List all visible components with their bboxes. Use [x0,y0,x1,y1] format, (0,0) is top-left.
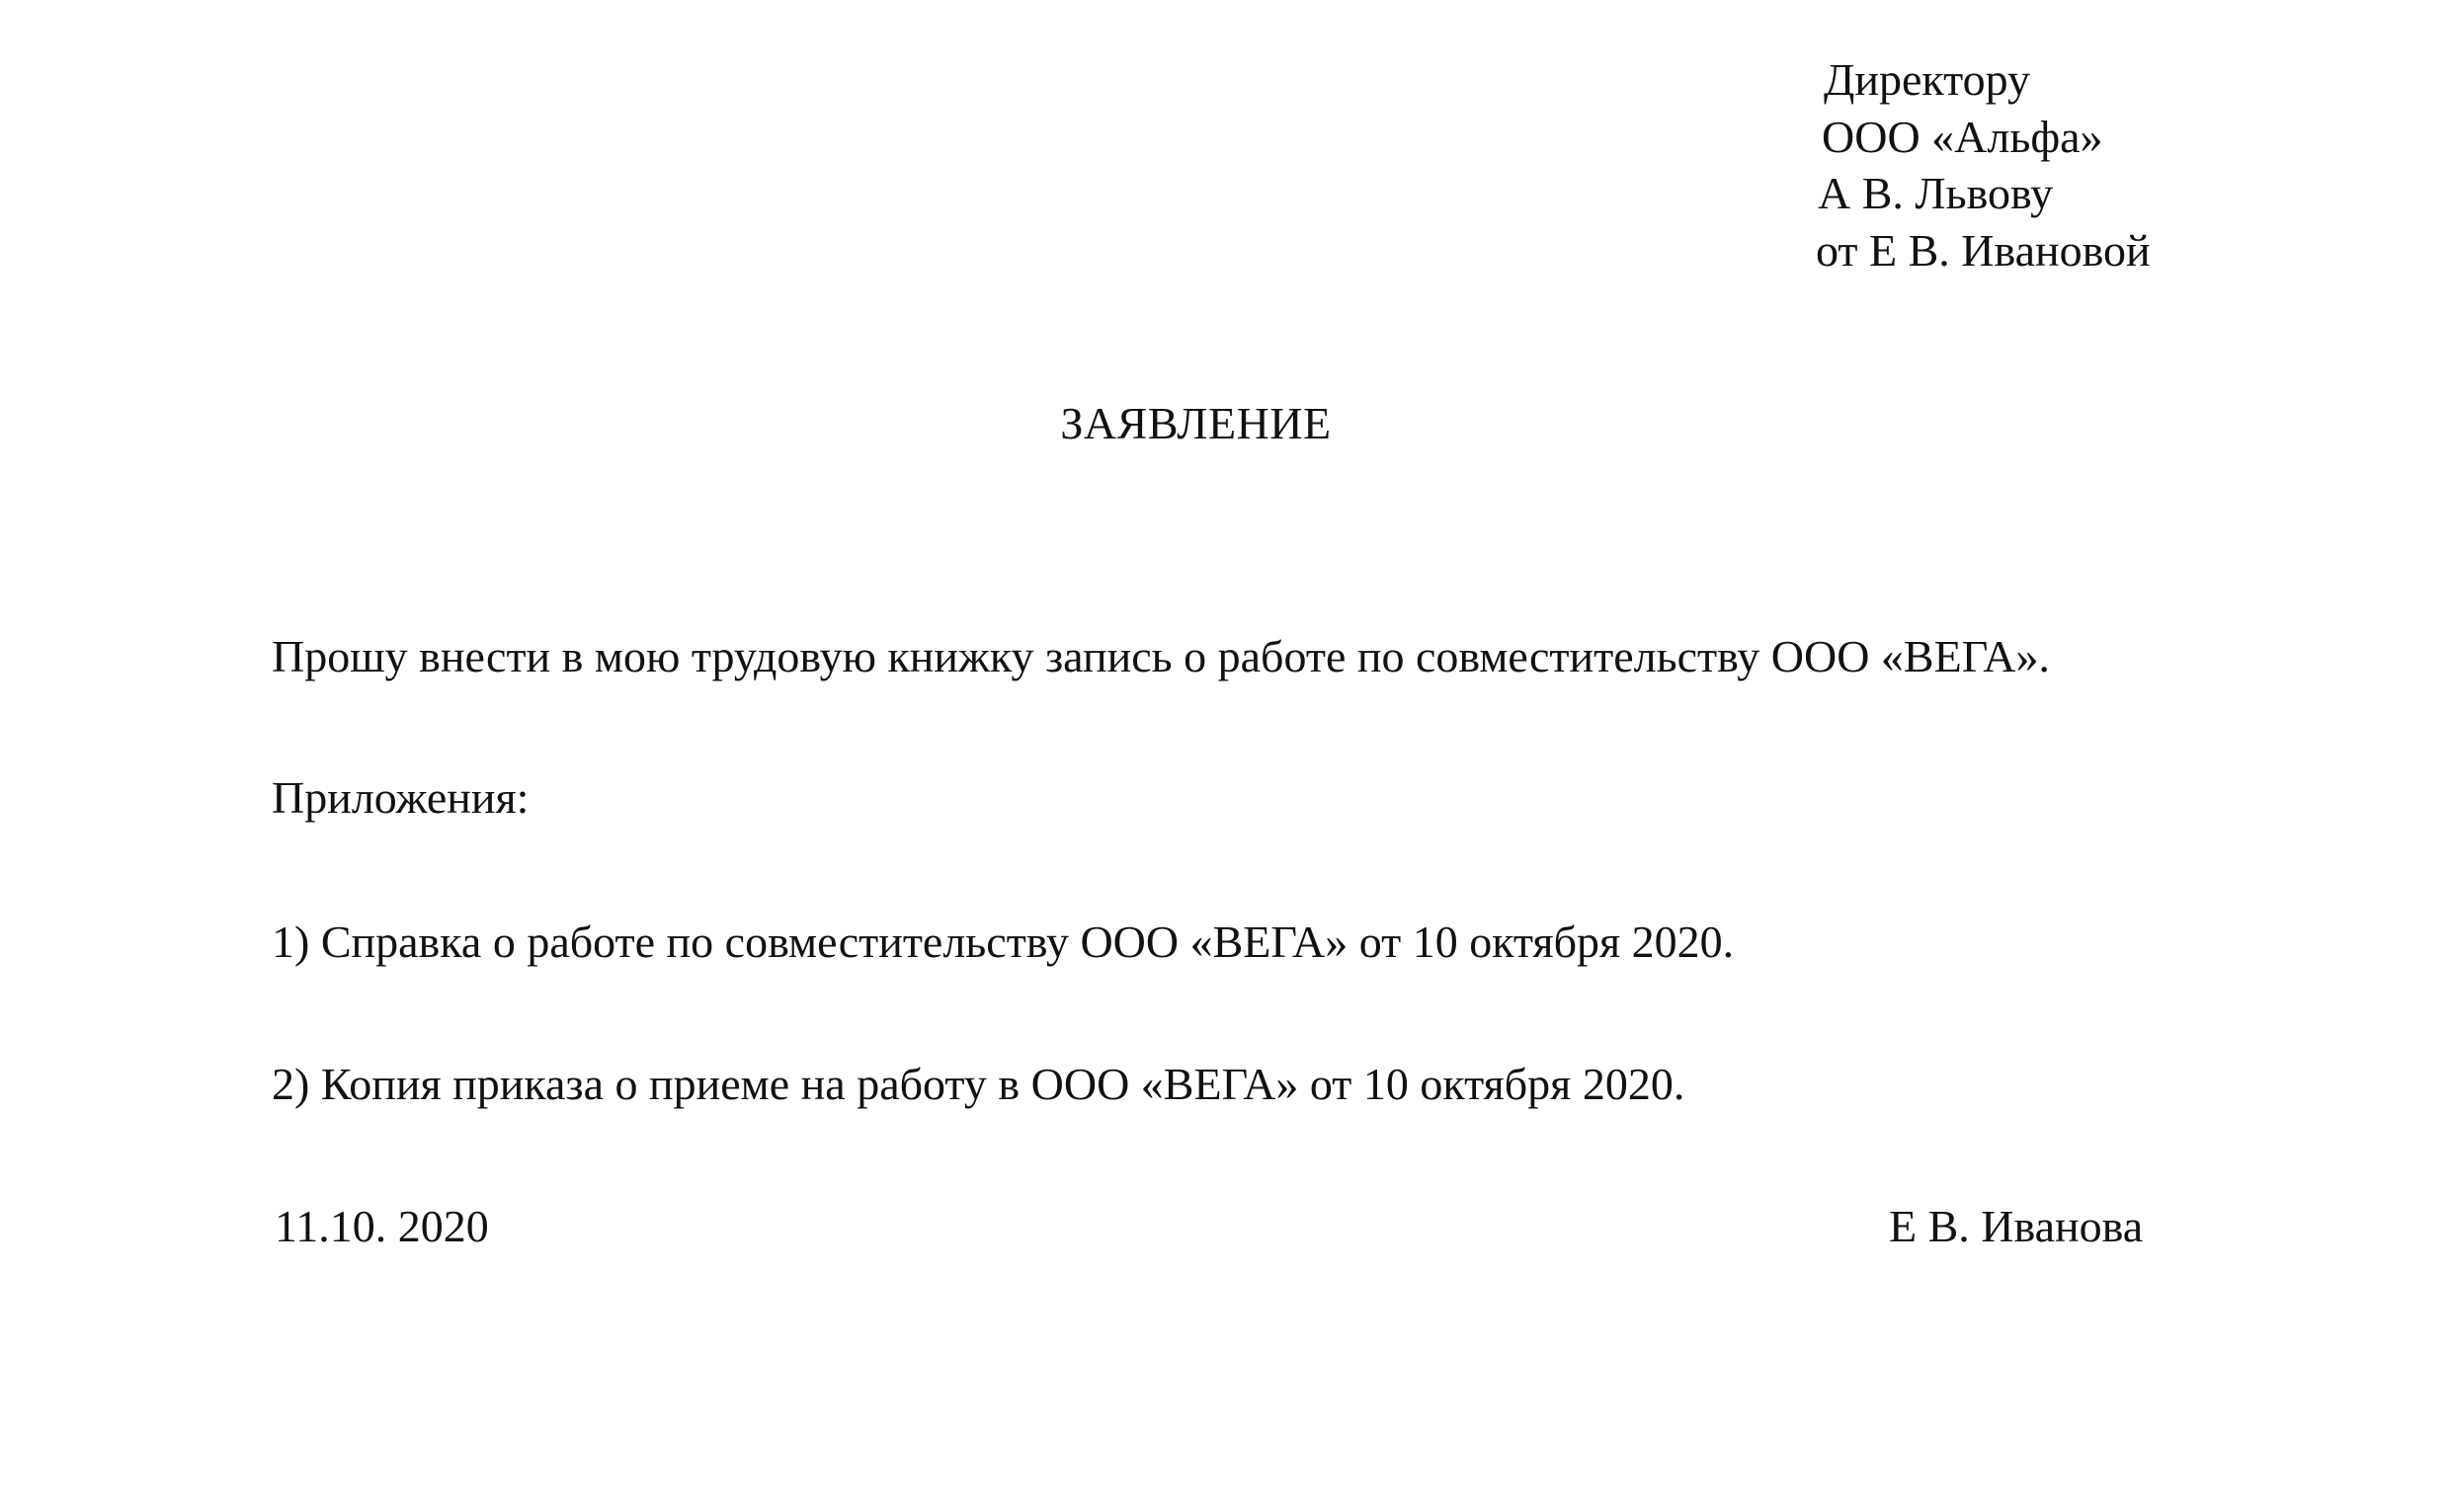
document-title: ЗАЯВЛЕНИЕ [1060,398,1332,448]
addressee-position: Директору [1824,54,2031,105]
addressee-block [1816,51,2369,279]
document-title-row [0,397,2451,450]
addressee-company: ООО «Альфа» [1822,111,2103,162]
attachment-item-2: 2) Копия приказа о приеме на работу в ООО «ВЕГА» от 10 октября 2020. [272,1059,1685,1109]
attachments-label: Приложения: [272,772,530,823]
attachment-item-1: 1) Справка о работе по совместительству ООО «ВЕГА» от 10 октября 2020. [272,916,1735,967]
sender-name: от Е В. Ивановой [1816,224,2151,276]
document-date: 11.10. 2020 [275,1201,489,1251]
request-text: Прошу внести в мою трудовую книжку запись о работе по совместительству ООО «ВЕГА». [272,631,2050,681]
signature-name: Е В. Иванова [1889,1201,2144,1251]
addressee-name: А В. Львову [1818,168,2054,218]
